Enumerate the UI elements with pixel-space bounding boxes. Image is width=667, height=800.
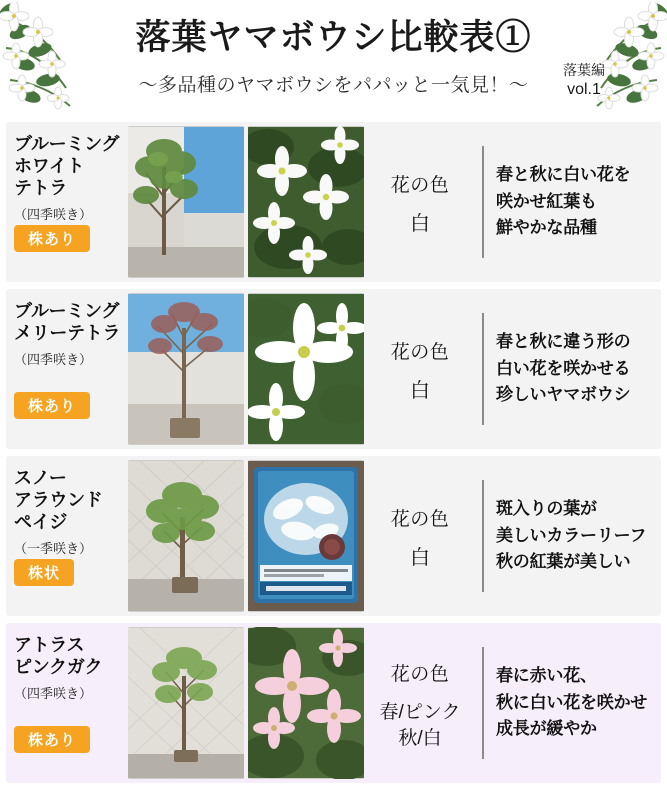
variety-name-line: テトラ (14, 177, 68, 198)
variety-name-line: スノー (14, 468, 67, 488)
flower-color-value: 白 (410, 380, 430, 402)
variety-name-line: ピンクガク (14, 656, 103, 677)
flower-color-label: 花の色 (390, 509, 450, 530)
stock-status-badge: 株状 (14, 559, 74, 586)
variety-photos (128, 623, 364, 783)
variety-name-cell (6, 122, 128, 282)
stock-status-badge: 株あり (14, 726, 90, 753)
bloom-type-label: （四季咲き） (14, 351, 93, 367)
description-line: 春と秋に違う形の (496, 332, 631, 352)
variety-photos (128, 289, 364, 449)
variety-name-cell (6, 623, 128, 783)
flower-closeup-photo (248, 627, 364, 779)
tree-form-photo (128, 293, 244, 445)
tree-form-photo (128, 126, 244, 278)
volume-number-label: vol.1 (567, 80, 601, 98)
description-cell (482, 313, 661, 425)
description-line: 成長が緩やか (496, 719, 597, 739)
variety-name-line: ペイジ (14, 511, 68, 532)
flower-color-label: 花の色 (390, 663, 450, 685)
variety-list (0, 122, 667, 783)
description-line: 咲かせ紅葉も (496, 191, 597, 211)
stock-status-badge: 株あり (14, 392, 90, 419)
page-subtitle: 〜多品種のヤマボウシをパパッと一気見！〜 (138, 75, 529, 96)
description-cell (482, 647, 661, 759)
flower-color-value: 白 (410, 547, 430, 569)
variety-name-cell (6, 456, 128, 616)
volume-badge (563, 62, 605, 100)
volume-category-label: 落葉編 (563, 62, 605, 78)
bloom-type-label: （四季咲き） (14, 206, 93, 222)
flower-color-label: 花の色 (390, 175, 450, 196)
description-line: 白い花を咲かせる (496, 358, 631, 378)
variety-name-line: アトラス (14, 635, 85, 655)
description-line: 美しいカラーリーフ (496, 525, 647, 545)
flower-color-label: 花の色 (390, 342, 450, 363)
description-cell (482, 146, 661, 258)
table-row (6, 623, 661, 783)
bloom-type-label: （一季咲き） (14, 540, 93, 556)
stock-status-badge: 株あり (14, 225, 90, 252)
variety-name-line: アラウンド (14, 489, 103, 510)
variety-name-line: メリーテトラ (14, 322, 121, 343)
description-line: 春に赤い花、 (496, 666, 597, 686)
flower-closeup-photo (248, 293, 364, 445)
table-row (6, 122, 661, 282)
variety-name-line: ブルーミング (14, 301, 120, 321)
page-title: 落葉ヤマボウシ比較表① (135, 18, 532, 57)
description-line: 秋の紅葉が美しい (496, 552, 631, 572)
flower-color-cell (364, 289, 476, 449)
table-row (6, 289, 661, 449)
page-header (0, 0, 667, 122)
table-row (6, 456, 661, 616)
variety-name-line: ホワイト (14, 155, 85, 176)
description-cell (482, 480, 661, 592)
flower-color-cell (364, 122, 476, 282)
variety-photos (128, 456, 364, 616)
description-line: 珍しいヤマボウシ (496, 385, 631, 405)
flower-closeup-photo (248, 126, 364, 278)
flower-color-value-line: 春/ピンク (379, 701, 461, 723)
description-line: 春と秋に白い花を (496, 165, 631, 185)
flower-color-cell (364, 456, 476, 616)
tree-form-photo (128, 460, 244, 612)
description-line: 秋に白い花を咲かせ (496, 692, 648, 712)
variety-name-line: ブルーミング (14, 134, 120, 154)
bloom-type-label: （四季咲き） (14, 685, 93, 701)
description-line: 鮮やかな品種 (496, 218, 597, 238)
tree-form-photo (128, 627, 244, 779)
variety-name-cell (6, 289, 128, 449)
flower-color-value (380, 700, 461, 751)
flower-color-value-line: 秋/白 (398, 727, 442, 749)
flower-color-value: 白 (410, 213, 430, 235)
plant-label-tag-photo (248, 460, 364, 612)
flower-color-cell (364, 623, 476, 783)
variety-photos (128, 122, 364, 282)
description-line: 斑入りの葉が (496, 499, 597, 519)
